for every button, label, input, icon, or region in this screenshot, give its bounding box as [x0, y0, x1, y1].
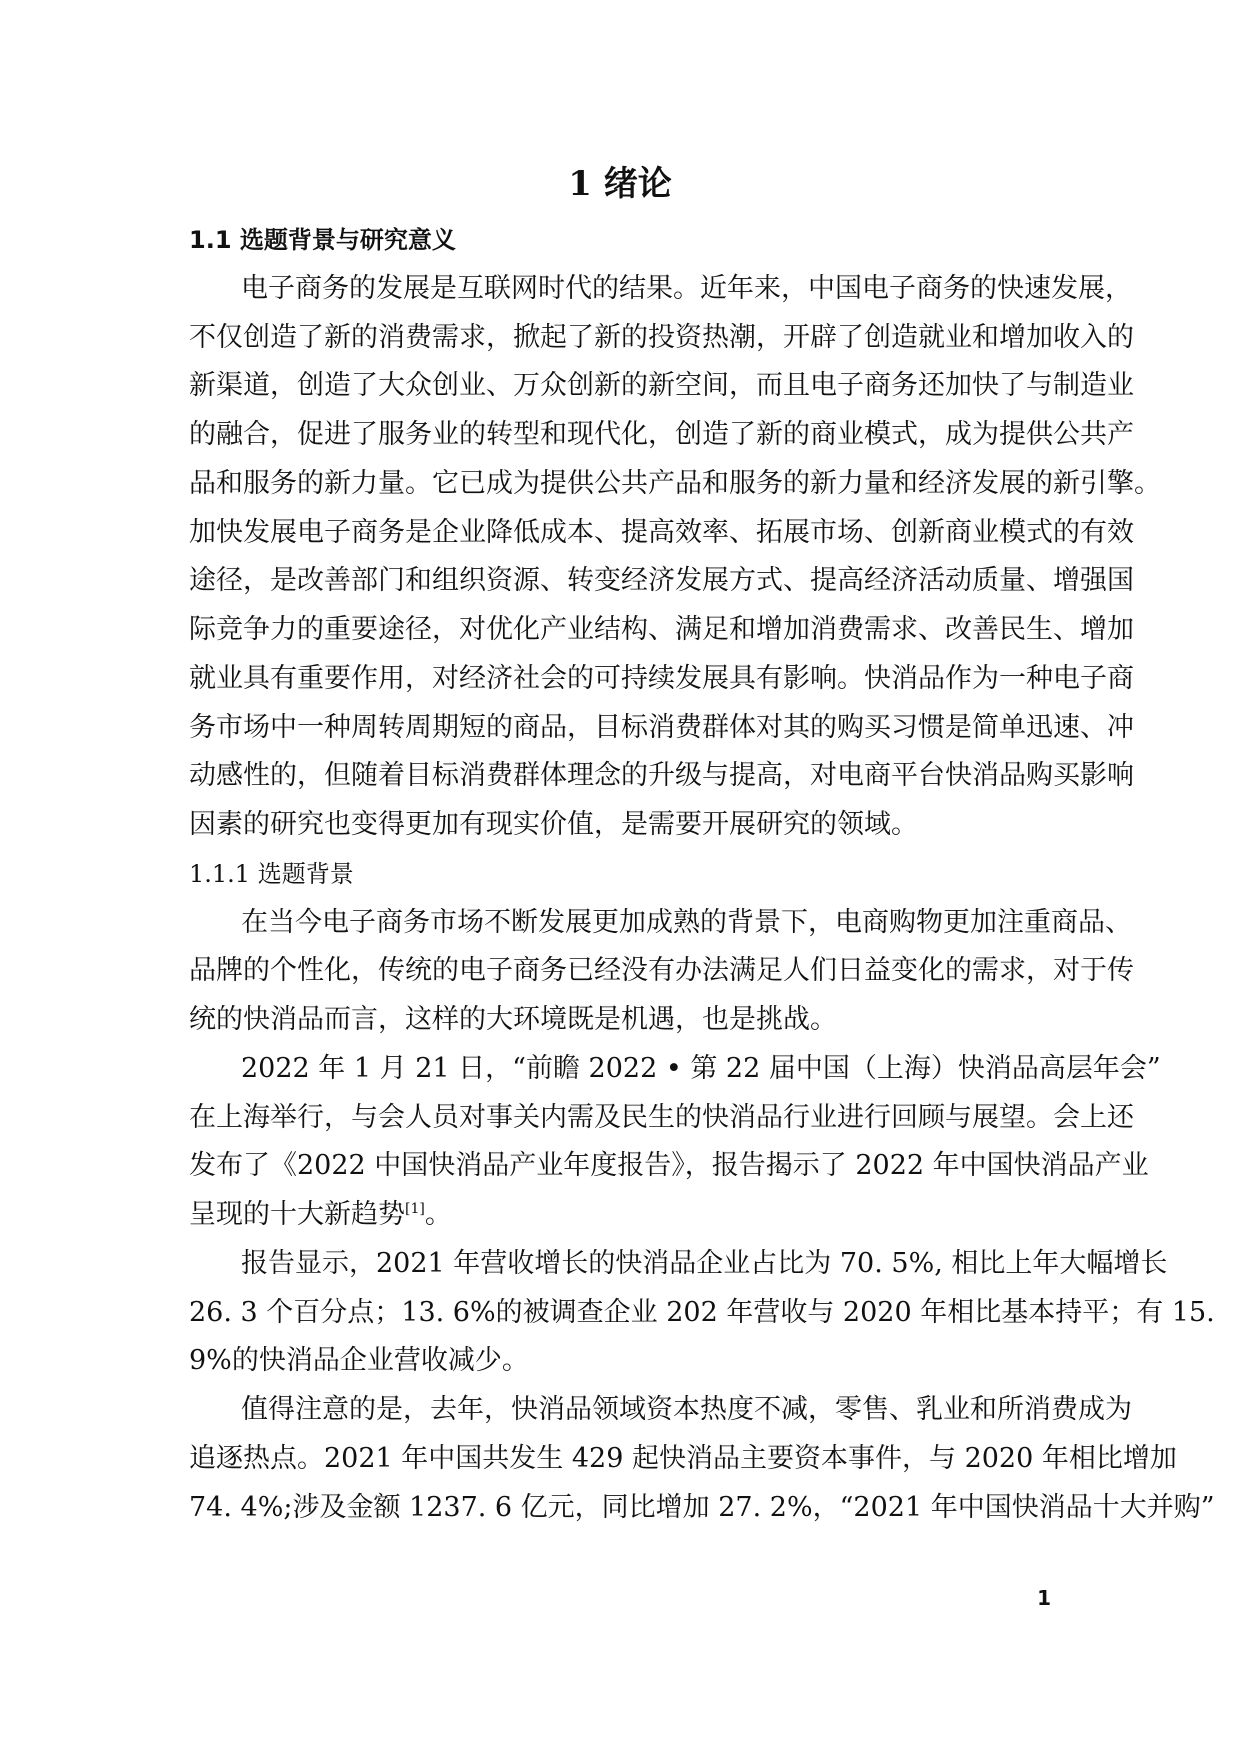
paragraph-background: [189, 899, 1134, 1045]
text-line: 9%的快消品企业营收减少。: [189, 1345, 529, 1377]
text-line: 品牌的个性化，传统的电子商务已经没有办法满足人们日益变化的需求，对于传: [189, 955, 1134, 987]
section-heading-1-1-1: 1.1.1 选题背景: [189, 859, 354, 888]
body-text: [189, 216, 1215, 1612]
text-line: 因素的研究也变得更加有现实价值，是需要开展研究的领域。: [189, 809, 918, 840]
text-line: 统的快消品而言，这样的大环境既是机遇，也是挑战。: [189, 1004, 837, 1035]
text-line: 在当今电子商务市场不断发展更加成熟的背景下，电商购物更加注重商品、: [241, 906, 1132, 938]
text-line: 就业具有重要作用，对经济社会的可持续发展具有影响。快消品作为一种电子商: [189, 662, 1134, 694]
text-line: 在上海举行，与会人员对事关内需及民生的快消品行业进行回顾与展望。会上还: [189, 1101, 1134, 1133]
text-line: 74. 4%;涉及金额 1237. 6 亿元，同比增加 27. 2%，“2021 年中国快消品十大并购”: [189, 1491, 1215, 1523]
paragraph-capital: [189, 1386, 1215, 1532]
text-line: 途径，是改善部门和组织资源、转变经济发展方式、提高经济活动质量、增强国: [189, 565, 1134, 597]
paragraph-intro: [189, 265, 1161, 850]
text-line: 加快发展电子商务是企业降低成本、提高效率、拓展市场、创新商业模式的有效: [189, 516, 1134, 548]
text-line: 电子商务的发展是互联网时代的结果。近年来，中国电子商务的快速发展，: [241, 272, 1132, 304]
text-span: 。: [424, 1199, 452, 1230]
text-span: 呈现的十大新趋势: [189, 1199, 405, 1230]
text-line: 动感性的，但随着目标消费群体理念的升级与提高，对电商平台快消品购买影响: [189, 760, 1134, 792]
text-line: 务市场中一种周转周期短的商品，目标消费群体对其的购买习惯是简单迅速、冲: [189, 711, 1134, 743]
paragraph-conference: [189, 1045, 1161, 1240]
text-line: 值得注意的是，去年，快消品领域资本热度不减，零售、乳业和所消费成为: [241, 1394, 1132, 1425]
chapter-title: 1 绪论: [568, 164, 672, 204]
text-line: 际竞争力的重要途径，对优化产业结构、满足和增加消费需求、改善民生、增加: [189, 614, 1134, 645]
text-line: 新渠道，创造了大众创业、万众创新的新空间，而且电子商务还加快了与制造业: [189, 370, 1134, 402]
text-line: 追逐热点。2021 年中国共发生 429 起快消品主要资本事件，与 2020 年相比增加: [189, 1442, 1177, 1474]
text-line: 品和服务的新力量。它已成为提供公共产品和服务的新力量和经济发展的新引擎。: [189, 467, 1161, 499]
citation-reference[interactable]: [1]: [405, 1201, 425, 1217]
section-heading-1-1: 1.1 选题背景与研究意义: [189, 226, 456, 254]
paragraph-report: [189, 1240, 1215, 1386]
text-line: 的融合，促进了服务业的转型和现代化，创造了新的商业模式，成为提供公共产: [189, 419, 1134, 450]
text-line: [189, 1191, 1051, 1240]
text-line: 2022 年 1 月 21 日，“前瞻 2022 • 第 22 届中国（上海）快消品高层年会”: [241, 1052, 1161, 1084]
page-number: 1: [1037, 1586, 1051, 1611]
text-line: 报告显示，2021 年营收增长的快消品企业占比为 70. 5%, 相比上年大幅增长: [241, 1247, 1168, 1279]
text-line: 不仅创造了新的消费需求，掀起了新的投资热潮，开辟了创造就业和增加收入的: [189, 321, 1134, 353]
text-line: 发布了《2022 中国快消品产业年度报告》，报告揭示了 2022 年中国快消品产业: [189, 1150, 1149, 1182]
text-line: 26. 3 个百分点；13. 6%的被调查企业 202 年营收与 2020 年相比基本持平；有 15.: [189, 1296, 1215, 1328]
